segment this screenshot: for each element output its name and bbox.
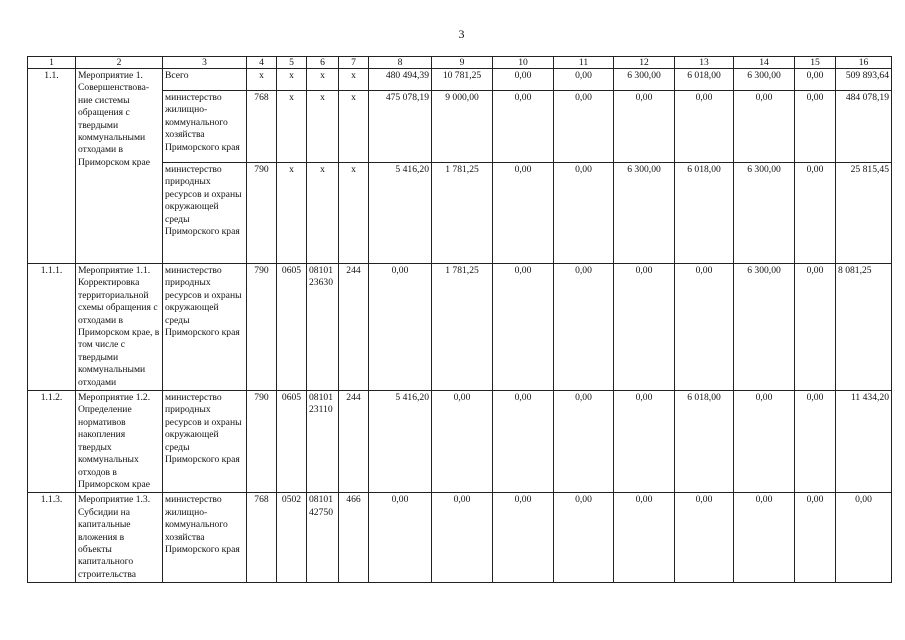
- column-number: 5: [277, 57, 307, 69]
- cell-c14: 6 300,00: [734, 264, 795, 391]
- cell-c16: 25 815,45: [836, 163, 892, 264]
- cell-c8: 475 078,19: [369, 91, 432, 163]
- cell-c15: 0,00: [795, 69, 836, 91]
- column-number: 9: [432, 57, 493, 69]
- column-number: 1: [28, 57, 76, 69]
- measure-name: Мероприятие 1.3. Субсидии на капитальные вложения в объекты капитального строительства: [76, 493, 163, 583]
- cell-c4: 768: [247, 493, 277, 583]
- cell-c6: x: [307, 163, 339, 264]
- cell-c11: 0,00: [554, 264, 614, 391]
- column-number: 8: [369, 57, 432, 69]
- cell-c12: 6 300,00: [614, 69, 675, 91]
- cell-c15: 0,00: [795, 163, 836, 264]
- cell-c14: 0,00: [734, 391, 795, 493]
- cell-c4: 768: [247, 91, 277, 163]
- cell-c7: 466: [339, 493, 369, 583]
- cell-c15: 0,00: [795, 264, 836, 391]
- cell-c6: x: [307, 91, 339, 163]
- cell-c16: 8 081,25: [836, 264, 892, 391]
- table-row: [28, 493, 892, 583]
- cell-c13: 0,00: [675, 264, 734, 391]
- cell-c5: x: [277, 163, 307, 264]
- cell-c5: 0605: [277, 264, 307, 391]
- executor: министерство природных ресурсов и охраны окружающей среды Приморского края: [163, 391, 247, 493]
- cell-c7: 244: [339, 391, 369, 493]
- cell-c6: x: [307, 69, 339, 91]
- cell-c4: 790: [247, 264, 277, 391]
- cell-c5: 0605: [277, 391, 307, 493]
- cell-c8: 5 416,20: [369, 391, 432, 493]
- column-number-row: [28, 57, 892, 69]
- program-table: [27, 56, 892, 583]
- cell-c10: 0,00: [493, 163, 554, 264]
- cell-c9: 9 000,00: [432, 91, 493, 163]
- cell-c16: 11 434,20: [836, 391, 892, 493]
- cell-c10: 0,00: [493, 264, 554, 391]
- column-number: 7: [339, 57, 369, 69]
- column-number: 14: [734, 57, 795, 69]
- cell-c7: x: [339, 163, 369, 264]
- cell-c15: 0,00: [795, 391, 836, 493]
- cell-c8: 0,00: [369, 493, 432, 583]
- cell-c5: x: [277, 91, 307, 163]
- cell-c12: 0,00: [614, 264, 675, 391]
- cell-c14: 6 300,00: [734, 69, 795, 91]
- column-number: 10: [493, 57, 554, 69]
- cell-c9: 1 781,25: [432, 264, 493, 391]
- column-number: 15: [795, 57, 836, 69]
- column-number: 13: [675, 57, 734, 69]
- cell-c16: 509 893,64: [836, 69, 892, 91]
- cell-c15: 0,00: [795, 493, 836, 583]
- cell-c9: 0,00: [432, 391, 493, 493]
- cell-c8: 0,00: [369, 264, 432, 391]
- column-number: 11: [554, 57, 614, 69]
- cell-c11: 0,00: [554, 493, 614, 583]
- column-number: 3: [163, 57, 247, 69]
- executor: министерство природных ресурсов и охраны окружающей среды Приморского края: [163, 163, 247, 264]
- cell-c14: 0,00: [734, 91, 795, 163]
- table-row: [28, 264, 892, 391]
- column-number: 16: [836, 57, 892, 69]
- measure-name: Мероприятие 1.2. Определение нормативов накопления твердых коммунальных отходов в Приморском крае: [76, 391, 163, 493]
- cell-c6: 08101 23630: [307, 264, 339, 391]
- column-number: 2: [76, 57, 163, 69]
- cell-c10: 0,00: [493, 493, 554, 583]
- page-number: 3: [458, 27, 465, 41]
- executor: Всего: [163, 69, 247, 91]
- cell-c4: x: [247, 69, 277, 91]
- measure-name: Мероприятие 1. Совершенствова-ние системы обращения с твердыми коммунальными отходами в Приморском крае: [76, 69, 163, 264]
- cell-c4: 790: [247, 391, 277, 493]
- cell-c9: 0,00: [432, 493, 493, 583]
- row-number: 1.1.1.: [28, 264, 76, 391]
- row-number: 1.1.3.: [28, 493, 76, 583]
- cell-c11: 0,00: [554, 91, 614, 163]
- cell-c5: 0502: [277, 493, 307, 583]
- cell-c16: 0,00: [836, 493, 892, 583]
- row-number: 1.1.2.: [28, 391, 76, 493]
- column-number: 6: [307, 57, 339, 69]
- cell-c14: 0,00: [734, 493, 795, 583]
- cell-c13: 6 018,00: [675, 391, 734, 493]
- cell-c7: x: [339, 91, 369, 163]
- executor: министерство природных ресурсов и охраны окружающей среды Приморского края: [163, 264, 247, 391]
- cell-c9: 1 781,25: [432, 163, 493, 264]
- row-number: 1.1.: [28, 69, 76, 264]
- column-number: 4: [247, 57, 277, 69]
- cell-c15: 0,00: [795, 91, 836, 163]
- cell-c13: 6 018,00: [675, 163, 734, 264]
- column-number: 12: [614, 57, 675, 69]
- measure-name: Мероприятие 1.1. Корректировка территориальной схемы обращения с отходами в Приморском крае, в том числе с твердыми коммунальными отходами: [76, 264, 163, 391]
- table-row: [28, 69, 892, 91]
- cell-c9: 10 781,25: [432, 69, 493, 91]
- cell-c13: 0,00: [675, 493, 734, 583]
- cell-c7: x: [339, 69, 369, 91]
- cell-c12: 0,00: [614, 493, 675, 583]
- cell-c8: 5 416,20: [369, 163, 432, 264]
- table-row: [28, 391, 892, 493]
- cell-c11: 0,00: [554, 69, 614, 91]
- executor: министерство жилищно-коммунального хозяйства Приморского края: [163, 493, 247, 583]
- cell-c11: 0,00: [554, 163, 614, 264]
- cell-c6: 08101 42750: [307, 493, 339, 583]
- cell-c10: 0,00: [493, 69, 554, 91]
- cell-c13: 0,00: [675, 91, 734, 163]
- cell-c12: 6 300,00: [614, 163, 675, 264]
- cell-c10: 0,00: [493, 391, 554, 493]
- cell-c4: 790: [247, 163, 277, 264]
- cell-c12: 0,00: [614, 91, 675, 163]
- cell-c5: x: [277, 69, 307, 91]
- cell-c8: 480 494,39: [369, 69, 432, 91]
- cell-c12: 0,00: [614, 391, 675, 493]
- cell-c13: 6 018,00: [675, 69, 734, 91]
- cell-c10: 0,00: [493, 91, 554, 163]
- cell-c11: 0,00: [554, 391, 614, 493]
- cell-c6: 08101 23110: [307, 391, 339, 493]
- cell-c14: 6 300,00: [734, 163, 795, 264]
- executor: министерство жилищно-коммунального хозяйства Приморского края: [163, 91, 247, 163]
- cell-c7: 244: [339, 264, 369, 391]
- cell-c16: 484 078,19: [836, 91, 892, 163]
